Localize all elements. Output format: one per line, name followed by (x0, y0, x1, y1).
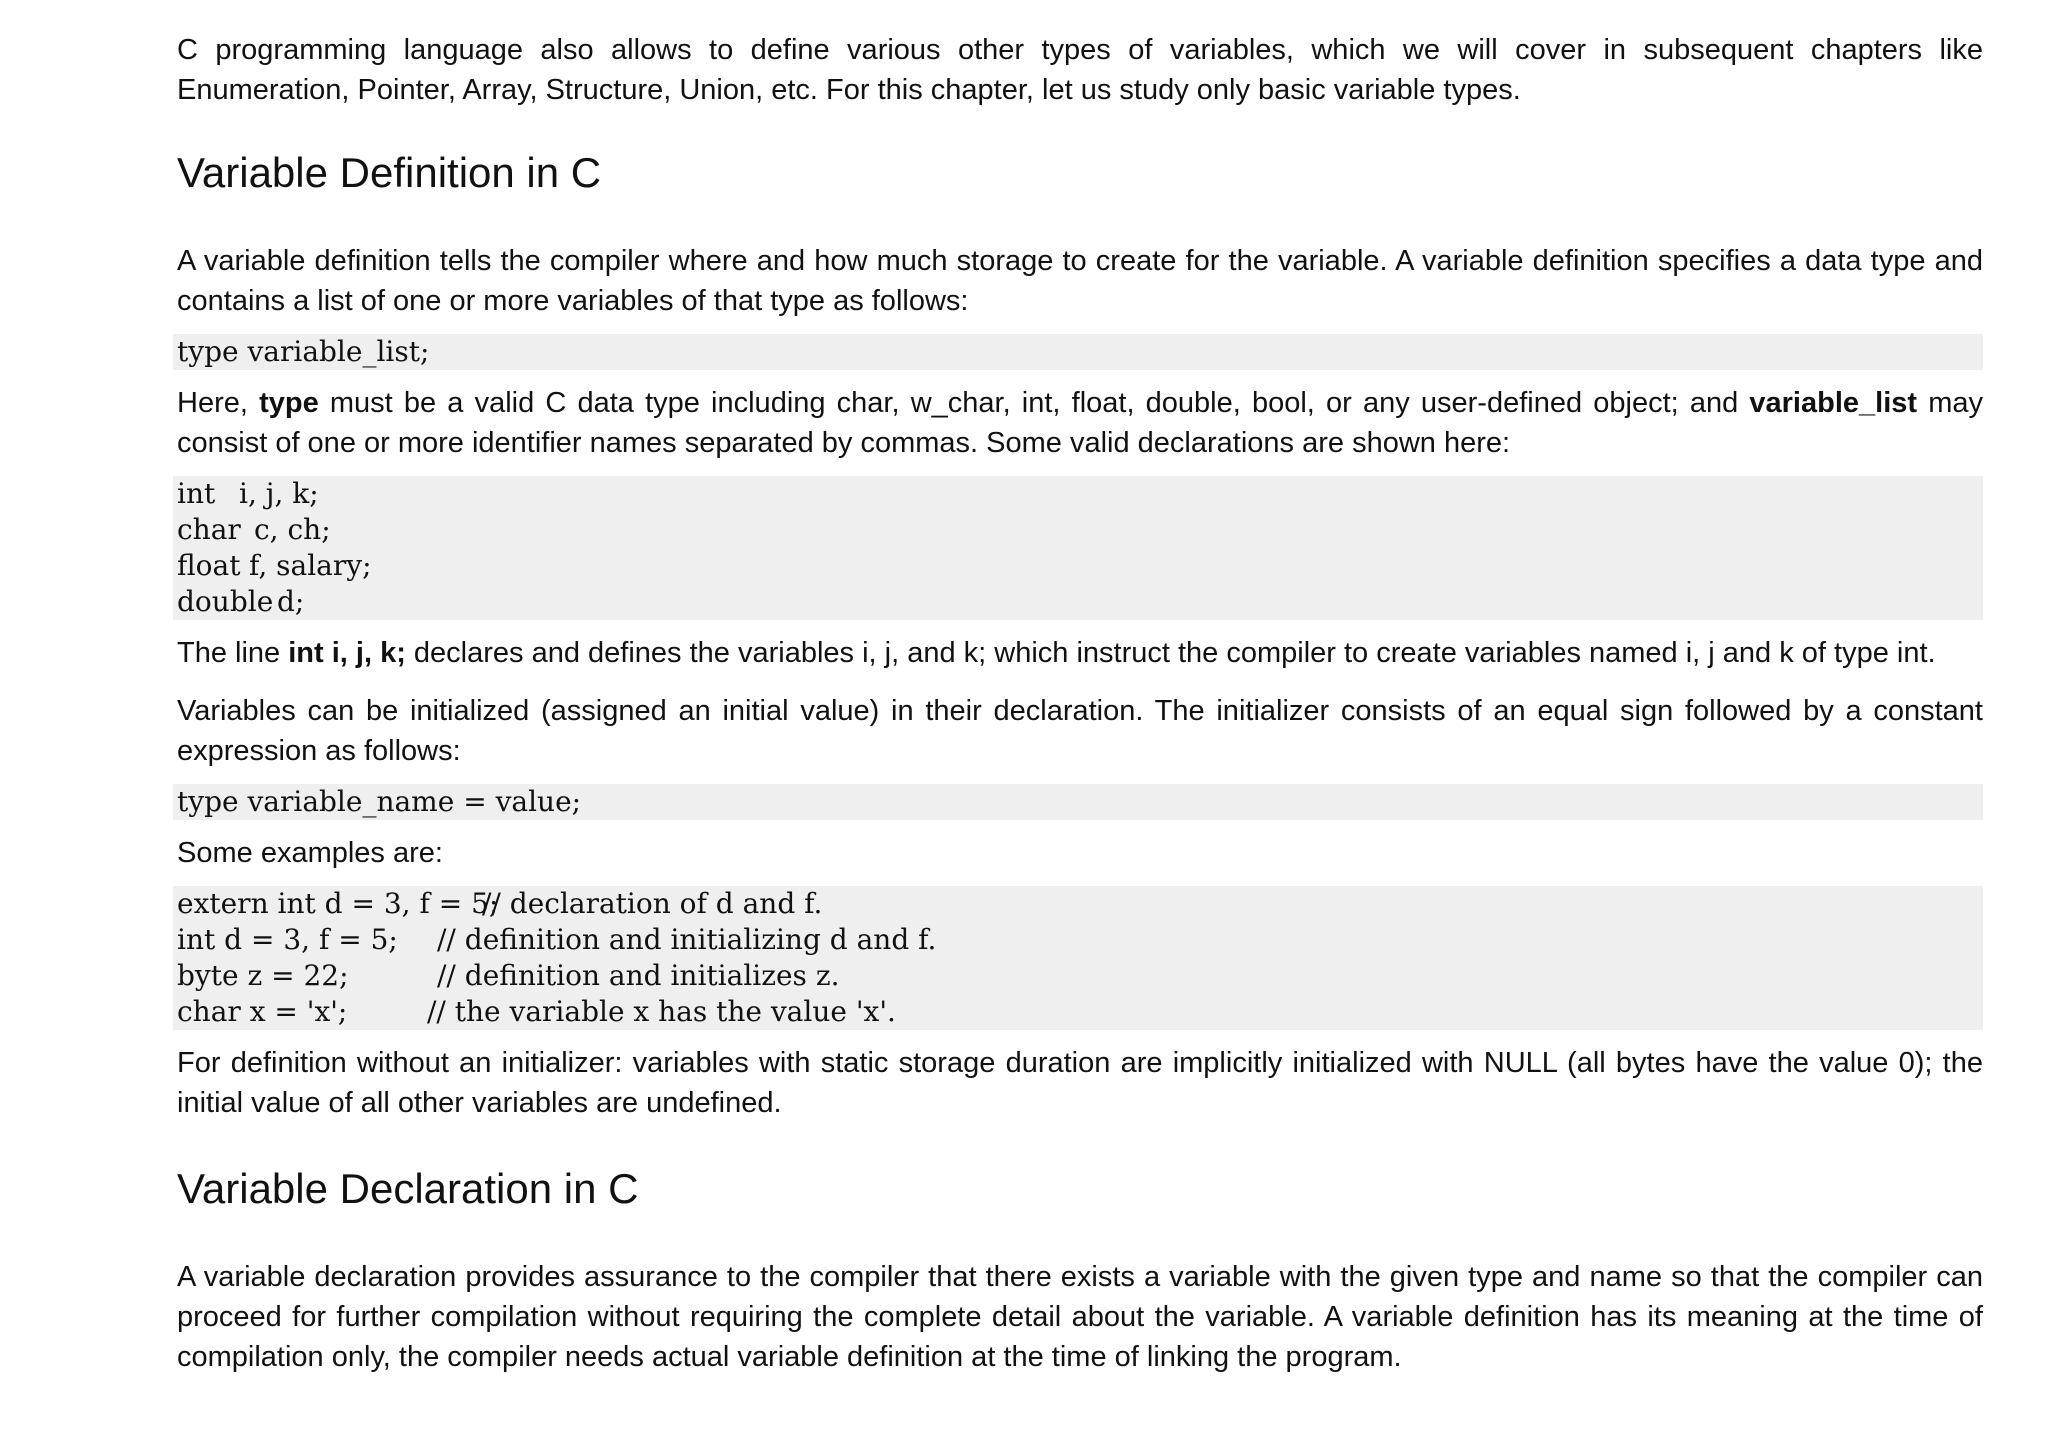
code-line (177, 548, 1979, 584)
heading-variable-declaration: Variable Declaration in C (177, 1165, 639, 1212)
text-run: declares and defines the variables i, j, and k; which instruct the compiler to create variables named i, j and k of type int. (405, 637, 1936, 669)
code-line (177, 994, 1979, 1030)
code-line: type variable_name = value; (177, 785, 582, 818)
code-comment: // definition and initializing d and f. (437, 923, 937, 956)
code-line: type variable_list; (177, 335, 430, 368)
code-block-variable-list (173, 334, 1983, 370)
code-statement: byte z = 22; (177, 959, 349, 992)
bold-term-type: type (259, 387, 319, 419)
code-statement: int d = 3, f = 5; (177, 923, 398, 956)
code-type: int (177, 477, 216, 510)
code-vars: d; (277, 585, 305, 618)
code-vars: i, j, k; (239, 477, 319, 510)
text-run: Here, (177, 387, 260, 419)
document-page (177, 30, 1983, 1377)
code-line (177, 476, 1979, 512)
code-block-declarations (173, 476, 1983, 620)
code-comment: // definition and initializes z. (437, 959, 840, 992)
bold-code-int-ijk: int i, j, k; (288, 637, 406, 669)
code-type: char (177, 513, 241, 546)
code-statement: extern int d = 3, f = 5; (177, 887, 499, 920)
declaration-paragraph-1: A variable declaration provides assurance to the compiler that there exists a variable with the given type and name so that the compiler can proceed for further compilation without requiring the complete detail about the variable. A variable definition has its meaning at the time of compilation only, the compiler needs actual variable definition at the time of linking the program. (177, 1261, 1983, 1373)
text-run: must be a valid C data type including char, w_char, int, float, double, bool, or any user-defined object; and (318, 387, 1750, 419)
code-statement: char x = 'x'; (177, 995, 348, 1028)
definition-paragraph-2 (177, 383, 1983, 463)
text-run: The line (177, 637, 289, 669)
code-line (177, 584, 1979, 620)
code-type: double (177, 585, 274, 618)
definition-paragraph-6: For definition without an initializer: variables with static storage duration are implicitly initialized with NULL (all bytes have the value 0); the initial value of all other variables are undefined. (177, 1047, 1983, 1119)
code-line (177, 958, 1979, 994)
definition-paragraph-4: Variables can be initialized (assigned an initial value) in their declaration. The initializer consists of an equal sign followed by a constant expression as follows: (177, 695, 1983, 767)
code-vars: c, ch; (254, 513, 331, 546)
definition-paragraph-5: Some examples are: (177, 837, 443, 869)
code-comment: // declaration of d and f. (482, 887, 823, 920)
definition-paragraph-3 (177, 633, 1983, 673)
code-block-initializer (173, 784, 1983, 820)
code-comment: // the variable x has the value 'x'. (427, 995, 896, 1028)
definition-paragraph-1: A variable definition tells the compiler where and how much storage to create for the variable. A variable definition specifies a data type and contains a list of one or more variables of that type as follows: (177, 245, 1983, 317)
code-block-examples (173, 886, 1983, 1030)
intro-paragraph: C programming language also allows to define various other types of variables, which we will cover in subsequent chapters like Enumeration, Pointer, Array, Structure, Union, etc. For this chapter, let us study only basic variable types. (177, 34, 1983, 106)
code-vars: f, salary; (249, 549, 372, 582)
bold-term-variable-list: variable_list (1749, 387, 1918, 419)
text-run: may consist of one or more identifier names separated by commas. Some valid declarations are shown here: (177, 387, 1983, 459)
code-line (177, 886, 1979, 922)
code-line (177, 922, 1979, 958)
code-line (177, 512, 1979, 548)
heading-variable-definition: Variable Definition in C (177, 149, 602, 196)
code-type: float (177, 549, 241, 582)
